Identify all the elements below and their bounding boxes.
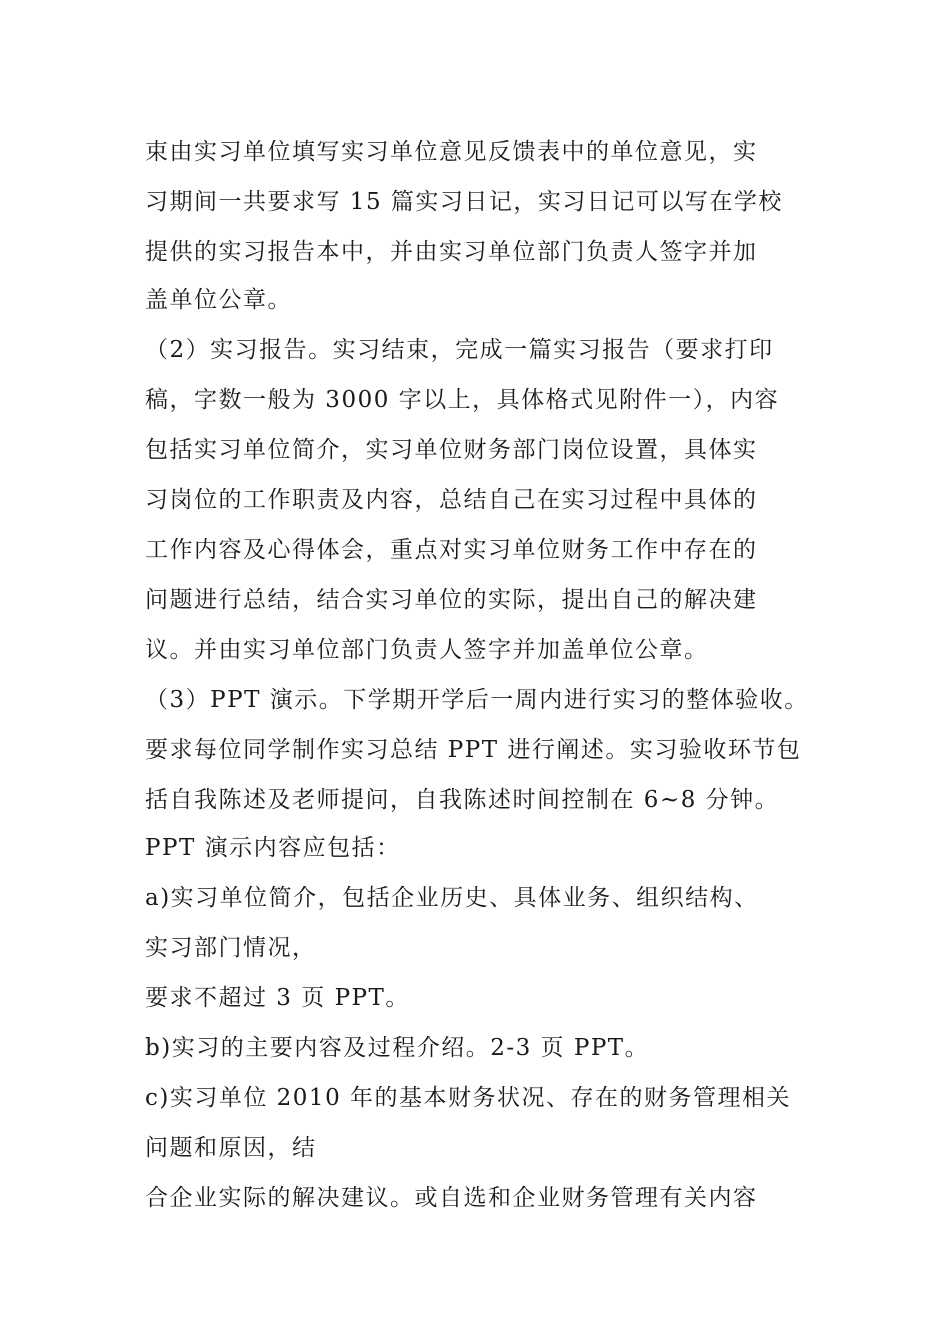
text-line-2: 习期间一共要求写 15 篇实习日记，实习日记可以写在学校 [145, 189, 783, 215]
text-line-6: 稿，字数一般为 3000 字以上，具体格式见附件一），内容 [145, 387, 780, 413]
text-line-21: 问题和原因，结 [145, 1135, 317, 1161]
text-line-11: 议。并由实习单位部门负责人签字并加盖单位公章。 [145, 637, 709, 663]
text-line-20: c)实习单位 2010 年的基本财务状况、存在的财务管理相关 [145, 1085, 792, 1111]
text-line-8: 习岗位的工作职责及内容，总结自己在实习过程中具体的 [145, 487, 758, 513]
text-line-16: a)实习单位简介，包括企业历史、具体业务、组织结构、 [145, 885, 759, 911]
text-line-18: 要求不超过 3 页 PPT。 [145, 985, 410, 1011]
text-line-15: PPT 演示内容应包括： [145, 835, 401, 861]
text-line-9: 工作内容及心得体会，重点对实习单位财务工作中存在的 [145, 537, 758, 563]
text-line-19: b)实习的主要内容及过程介绍。2-3 页 PPT。 [145, 1035, 650, 1061]
text-line-3: 提供的实习报告本中，并由实习单位部门负责人签字并加 [145, 239, 758, 265]
text-line-7: 包括实习单位简介，实习单位财务部门岗位设置，具体实 [145, 437, 758, 463]
text-line-13: 要求每位同学制作实习总结 PPT 进行阐述。实习验收环节包 [145, 737, 802, 763]
text-line-14: 括自我陈述及老师提问，自我陈述时间控制在 6~8 分钟。 [145, 787, 780, 813]
text-line-5: （2）实习报告。实习结束，完成一篇实习报告（要求打印 [145, 337, 774, 363]
text-line-17: 实习部门情况， [145, 935, 317, 961]
text-line-22: 合企业实际的解决建议。或自选和企业财务管理有关内容 [145, 1185, 758, 1211]
text-line-10: 问题进行总结，结合实习单位的实际，提出自己的解决建 [145, 587, 758, 613]
text-line-1: 束由实习单位填写实习单位意见反馈表中的单位意见，实 [145, 139, 758, 165]
text-line-12: （3）PPT 演示。下学期开学后一周内进行实习的整体验收。 [145, 687, 809, 713]
text-line-4: 盖单位公章。 [145, 287, 292, 313]
